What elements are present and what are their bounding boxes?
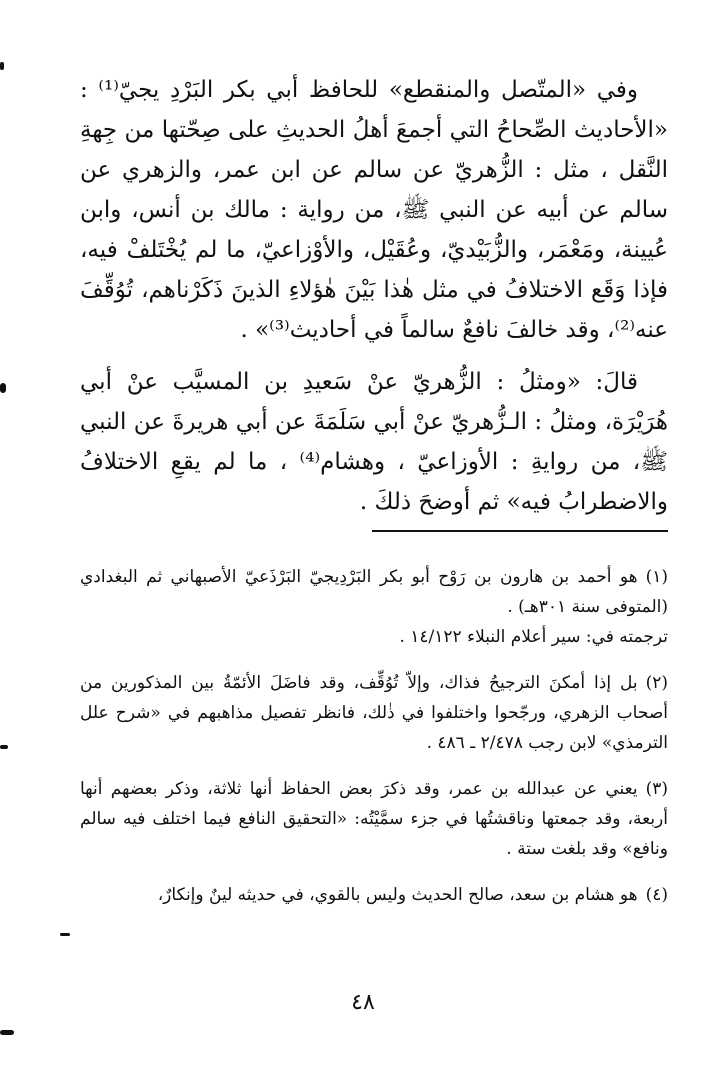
scan-mark (60, 933, 70, 936)
main-text (80, 70, 668, 534)
scan-mark (0, 1030, 14, 1035)
footnote-1 (80, 562, 668, 652)
footnote-3 (80, 774, 668, 864)
paragraph-1: وفي «المتّصل والمنقطع» للحافظ أبي بكر البَرْدِ يجيّ⁽¹⁾ : «الأحاديث الصِّحاحُ التي أجمعَ أهلُ الحديثِ على صِحّتها من جِهةِ النَّقل ، مثل : الزُّهريّ عن سالم عن ابن عمر، والزهري عن سالم عن أبيه عن النبي ﷺ، من رواية : مالك بن أنس، وابن عُيينة، ومَعْمَر، والزُّبَيْديّ، وعُقَيْل، والأوْزاعيّ، ما لم يُخْتَلفْ فيه، فإذا وَقَع الاختلافُ في مثل هٰذا بَيْنَ هٰؤلاءِ الذينَ ذَكَرْناهم، تُوُقِّفَ عنه⁽²⁾، وقد خالفَ نافعٌ سالماً في أحاديث⁽³⁾» . (80, 77, 668, 343)
paragraph-2: قالَ: «ومثلُ : الزُّهريّ عنْ سَعيدِ بن المسيَّب عنْ أبي هُرَيْرَة، ومثلُ : الـزُّهريّ عنْ أبي سَلَمَةَ عن أبي هريرةَ عن النبي ﷺ، من روايةِ : الأوزاعيّ ، وهشام⁽⁴⁾ ، ما لم يقعِ الاختلافُ والاضطرابُ فيه» ثم أوضحَ ذلكَ . (80, 369, 668, 515)
footnote-text: يعني عن عبدالله بن عمر، وقد ذكرَ بعض الحفاظ أنها ثلاثة، وذكر بعضهم أنها أربعة، وقد جمعتها وناقشتُها في جزء سمَّيْتُه: «التحقيق النافع فيما اختلف فيه سالم ونافع» وقد بلغت ستة . (80, 779, 668, 859)
footnote-number: (٣) (645, 779, 668, 799)
scan-mark (0, 745, 8, 749)
footnote-number: (٤) (645, 885, 668, 905)
footnote-text: هو هشام بن سعد، صالح الحديث وليس بالقوي، في حديثه لينٌ وإنكارٌ، (157, 885, 638, 905)
scan-mark (0, 62, 4, 70)
footnotes (80, 562, 668, 926)
footnote-text: هو أحمد بن هارون بن رَوْح أبو بكر البَرْدِيجيّ البَرْذَعيّ الأصبهاني ثم البغدادي (المتوفى سنة ٣٠١هـ) . (80, 567, 668, 617)
footnote-number: (١) (645, 567, 668, 587)
footnote-4 (80, 880, 668, 910)
footnote-number: (٢) (645, 673, 668, 693)
footnote-divider (372, 530, 668, 532)
footnote-text: بل إذا أمكنَ الترجيحُ فذاك، وإلاّ تُوُقِّف، وقد فاضَلَ الأئمّةُ بين المذكورين من أصحاب الزهري، ورجّحوا واختلفوا في ذٰلك، فانظر تفصيل مذاهبهم في «شرح علل الترمذي» لابن رجب ٢/٤٧٨ ـ ٤٨٦ . (80, 673, 668, 753)
footnote-2 (80, 668, 668, 758)
scan-mark (0, 383, 6, 393)
page-number: ٤٨ (351, 990, 375, 1015)
footnote-reference: ترجمته في: سير أعلام النبلاء ١٤/١٢٢ . (399, 627, 668, 647)
